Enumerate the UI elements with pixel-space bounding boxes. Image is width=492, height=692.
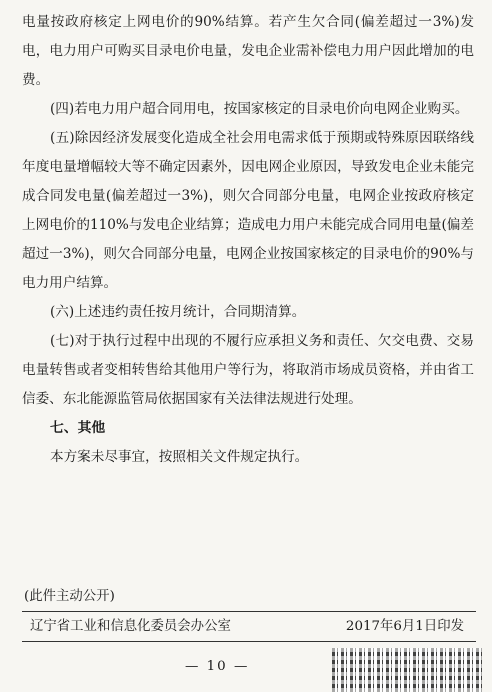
paragraph-item-6: (六)上述违约责任按月统计，合同期清算。 [50, 304, 306, 320]
closing-sentence: 本方案未尽事宜，按照相关文件规定执行。 [50, 449, 309, 465]
page-number: — 10 — [185, 659, 250, 674]
paragraph-item-5: (五)除因经济发展变化造成全社会用电需求低于预期或特殊原因联络线年度电量增幅较大等不确定因素外，因电网企业原因，导致发电企业未能完成合同发电量(偏差超过一3%)，则欠合同部分电量，电网企业按政府核定上网电价的110%与发电企业结算；造成电力用户未能完成合同用电量(偏差超过一3%)，则欠合同部分电量，电网企业按国家核定的目录电价的90%与电力用户结算。 [22, 130, 474, 291]
issue-date: 2017年6月1日印发 [345, 619, 464, 634]
paragraph-item-7: (七)对于执行过程中出现的不履行应承担义务和责任、欠交电费、交易电量转售或者变相转售给其他用户等行为，将取消市场成员资格，并由省工信委、东北能源监管局依据国家有关法律法规进行处理。 [22, 333, 474, 407]
body-text [22, 8, 474, 472]
issuer-name: 辽宁省工业和信息化委员会办公室 [30, 619, 231, 634]
footer-rule-bottom [22, 641, 476, 642]
footer-rule-top [22, 611, 476, 612]
barcode-stamp [332, 648, 482, 692]
paragraph-continuation: 电量按政府核定上网电价的90%结算。若产生欠合同(偏差超过一3%)发电，电力用户可购买目录电价电量，发电企业需补偿电力用户因此增加的电费。 [22, 14, 474, 88]
publicity-note: (此件主动公开) [24, 589, 115, 604]
section-heading: 七、其他 [50, 420, 106, 436]
paragraph-item-4: (四)若电力用户超合同用电，按国家核定的目录电价向电网企业购买。 [50, 101, 469, 117]
